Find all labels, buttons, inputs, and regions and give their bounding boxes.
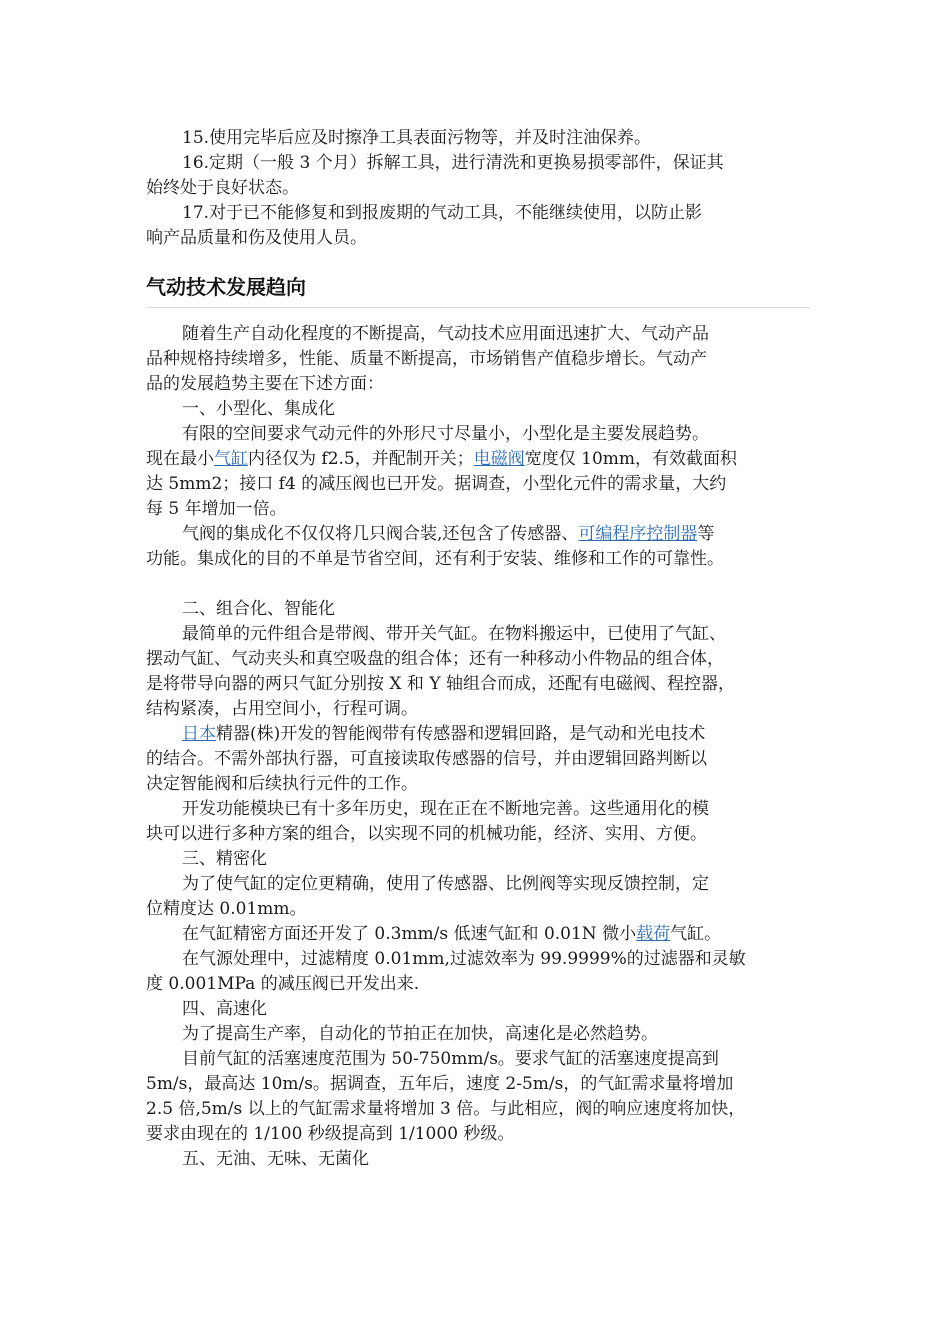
paragraph-line: 决定智能阀和后续执行元件的工作。: [146, 774, 418, 794]
list-item-continuation: 响产品质量和伤及使用人员。: [146, 228, 367, 248]
paragraph-line: 现在最小气缸内径仅为 f2.5，并配制开关；电磁阀宽度仅 10mm，有效截面积: [146, 449, 738, 469]
paragraph-line: 开发功能模块已有十多年历史，现在正在不断地完善。这些通用化的模: [182, 799, 709, 819]
paragraph-line: 位精度达 0.01mm。: [146, 899, 307, 919]
list-item: 15.使用完毕后应及时擦净工具表面污物等，并及时注油保养。: [182, 128, 652, 148]
paragraph-line: 度 0.001MPa 的减压阀已开发出来.: [146, 974, 420, 994]
paragraph-line: 达 5mm2；接口 f4 的减压阀也已开发。据调查，小型化元件的需求量，大约: [146, 474, 727, 494]
paragraph-line: 结构紧凑，占用空间小，行程可调。: [146, 699, 418, 719]
link-load[interactable]: 载荷: [636, 924, 671, 944]
paragraph-line: 为了使气缸的定位更精确，使用了传感器、比例阀等实现反馈控制，定: [182, 874, 709, 894]
paragraph-line: 最简单的元件组合是带阀、带开关气缸。在物料搬运中，已使用了气缸、: [182, 624, 726, 644]
heading-divider: [146, 307, 810, 308]
link-solenoid-valve[interactable]: 电磁阀: [473, 449, 525, 469]
paragraph-line: 2.5 倍,5m/s 以上的气缸需求量将增加 3 倍。与此相应，阀的响应速度将加快，: [146, 1099, 746, 1119]
subsection-heading: 一、小型化、集成化: [182, 399, 335, 419]
link-plc[interactable]: 可编程序控制器: [578, 524, 698, 544]
maintenance-list: [146, 126, 816, 251]
section-title: 气动技术发展趋向: [146, 275, 306, 299]
paragraph-line: 的结合。不需外部执行器，可直接读取传感器的信号，并由逻辑回路判断以: [146, 749, 707, 769]
subsection-heading: 五、无油、无味、无菌化: [182, 1149, 369, 1169]
subsection-heading: 四、高速化: [182, 999, 267, 1019]
paragraph-line: 功能。集成化的目的不单是节省空间，还有利于安装、维修和工作的可靠性。: [146, 549, 724, 569]
paragraph-line: 有限的空间要求气动元件的外形尺寸尽量小，小型化是主要发展趋势。: [182, 424, 709, 444]
paragraph-line: 摆动气缸、气动夹头和真空吸盘的组合体；还有一种移动小件物品的组合体，: [146, 649, 724, 669]
paragraph-line: 每 5 年增加一倍。: [146, 499, 287, 519]
paragraph-line: 在气缸精密方面还开发了 0.3mm/s 低速气缸和 0.01N 微小载荷气缸。: [182, 924, 722, 944]
list-item-continuation: 始终处于良好状态。: [146, 178, 299, 198]
article-body: [146, 322, 816, 1172]
subsection-heading: 二、组合化、智能化: [182, 599, 335, 619]
paragraph-line: 品种规格持续增多，性能、质量不断提高，市场销售产值稳步增长。气动产: [146, 349, 707, 369]
paragraph-line: 为了提高生产率，自动化的节拍正在加快，高速化是必然趋势。: [182, 1024, 658, 1044]
paragraph-line: 随着生产自动化程度的不断提高，气动技术应用面迅速扩大、气动产品: [182, 324, 709, 344]
link-japan[interactable]: 日本: [182, 724, 216, 744]
paragraph-line: 气阀的集成化不仅仅将几只阀合装,还包含了传感器、可编程序控制器等: [182, 524, 715, 544]
paragraph-line: 5m/s，最高达 10m/s。据调查，五年后，速度 2-5m/s，的气缸需求量将增加: [146, 1074, 734, 1094]
paragraph-line: 目前气缸的活塞速度范围为 50-750mm/s。要求气缸的活塞速度提高到: [182, 1049, 719, 1069]
list-item: 17.对于已不能修复和到报废期的气动工具，不能继续使用，以防止影: [182, 203, 703, 223]
link-cylinder[interactable]: 气缸: [214, 449, 248, 469]
paragraph-line: 在气源处理中，过滤精度 0.01mm,过滤效率为 99.9999%的过滤器和灵敏: [182, 949, 746, 969]
paragraph-line: 是将带导向器的两只气缸分别按 X 和 Y 轴组合而成，还配有电磁阀、程控器，: [146, 674, 735, 694]
paragraph-line: 块可以进行多种方案的组合，以实现不同的机械功能，经济、实用、方便。: [146, 824, 707, 844]
paragraph-line: 要求由现在的 1/100 秒级提高到 1/1000 秒级。: [146, 1124, 515, 1144]
subsection-heading: 三、精密化: [182, 849, 267, 869]
blank-line: [146, 572, 816, 597]
paragraph-line: 品的发展趋势主要在下述方面：: [146, 374, 384, 394]
paragraph-line: 日本精器(株)开发的智能阀带有传感器和逻辑回路，是气动和光电技术: [182, 724, 706, 744]
list-item: 16.定期（一般 3 个月）拆解工具，进行清洗和更换易损零部件，保证其: [182, 153, 724, 173]
